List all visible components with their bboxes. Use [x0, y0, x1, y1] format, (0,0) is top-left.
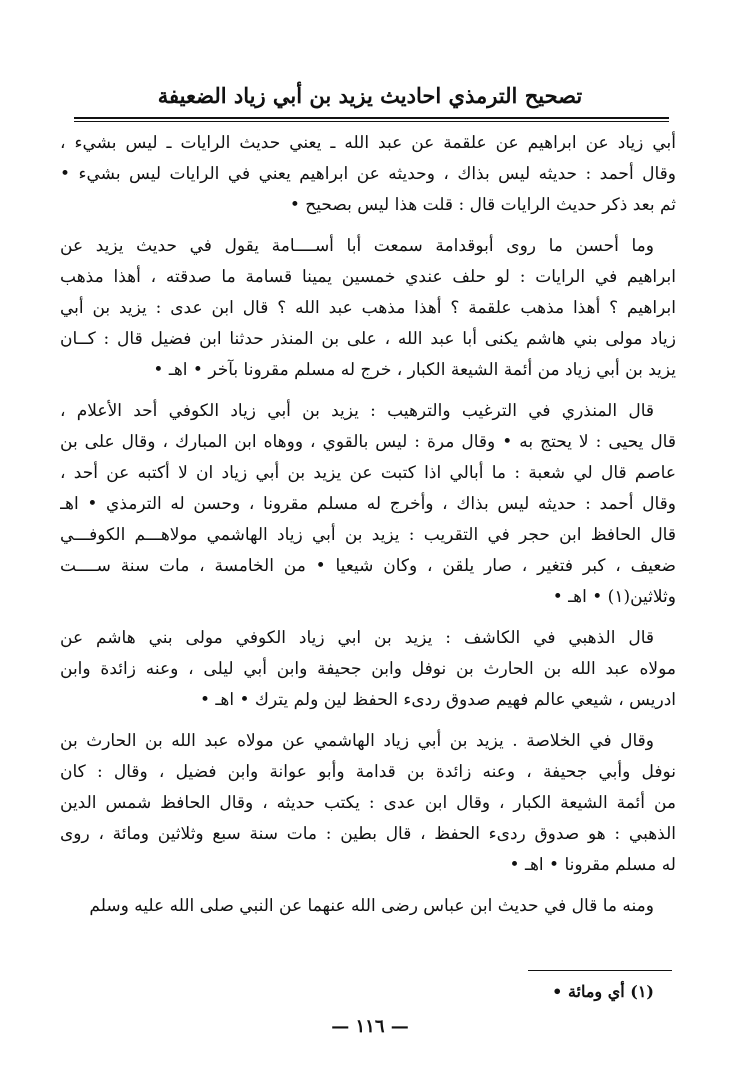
footnote: (١) أي ومائة •	[552, 982, 654, 1001]
text-line: من أئمة الشيعة الكبار ، وقال ابن عدى : يكتب حديثه ، وقال الحافظ شمس الدين	[60, 793, 676, 813]
text-line: وقال أحمد : حديثه ليس بذاك ، وأخرج له مسلم مقرونا ، وحسن له الترمذي • اهـ	[60, 494, 676, 514]
text-line: قال يحيى : لا يحتج به • وقال مرة : ليس بالقوي ، ووهاه ابن المبارك ، وقال على بن	[60, 432, 676, 452]
page-header-title: تصحيح الترمذي احاديث يزيد بن أبي زياد الضعيفة	[157, 83, 583, 108]
paragraph	[60, 128, 676, 221]
text-line: ابراهيم في الرايات : لو حلف عندي خمسين يمينا قسامة ما صدقته ، أهذا مذهب	[60, 267, 676, 287]
text-line: قال الحافظ ابن حجر في التقريب : يزيد بن أبي زياد الهاشمي مولاهـــم الكوفـــي	[60, 525, 676, 545]
text-line: الذهبي : هو صدوق ردىء الحفظ ، قال بطين : مات سنة سبع وثلاثين ومائة ، روى	[60, 824, 676, 844]
text-line: قال المنذري في الترغيب والترهيب : يزيد بن أبي زياد الكوفي أحد الأعلام ،	[60, 401, 654, 421]
text-line: ثم بعد ذكر حديث الرايات قال : قلت هذا ليس بصحيح •	[289, 195, 676, 215]
text-line: له مسلم مقرونا • اهـ •	[509, 855, 676, 875]
text-line: عاصم قال لي شعبة : ما أبالي اذا كتبت عن يزيد بن أبي زياد ان لا أكتبه عن أحد ،	[60, 463, 676, 483]
text-line: أبي زياد عن ابراهيم عن علقمة عن عبد الله ـ يعني حديث الرايات ـ ليس بشيء ،	[60, 133, 676, 153]
text-line: ابراهيم ؟ أهذا مذهب علقمة ؟ أهذا مذهب عبد الله ؟ قال ابن عدى : يزيد بن أبي	[60, 298, 676, 318]
body-text	[60, 128, 676, 922]
text-line: زياد مولى بني هاشم يكنى أبا عبد الله ، على بن المنذر حدثنا ابن فضيل قال : كــان	[60, 329, 676, 349]
text-line: ادريس ، شيعي عالم فهيم صدوق ردىء الحفظ لين ولم يترك • اهـ •	[200, 690, 676, 710]
text-line: وقال أحمد : حديثه ليس بذاك ، وحديثه عن ابراهيم يعني في الرايات ليس بشيء •	[60, 164, 676, 184]
footnote-rule	[528, 970, 672, 971]
text-line: ضعيف ، كبر فتغير ، صار يلقن ، وكان شيعيا • من الخامسة ، مات سنة ســــت	[60, 556, 676, 576]
text-line: وثلاثين(١) • اهـ •	[552, 587, 676, 607]
text-line: مولاه عبد الله بن الحارث بن نوفل وابن جحيفة وابن أبي ليلى ، وعنه زائدة وابن	[60, 659, 676, 679]
paragraph	[60, 623, 676, 716]
paragraph	[60, 891, 676, 922]
text-line: ومنه ما قال في حديث ابن عباس رضى الله عنهما عن النبي صلى الله عليه وسلم	[89, 896, 654, 916]
text-line: يزيد بن أبي زياد من أئمة الشيعة الكبار ، خرج له مسلم مقرونا بآخر • اهـ •	[153, 360, 676, 380]
paragraph	[60, 726, 676, 881]
header-rule	[74, 117, 669, 122]
text-line: نوفل وأبي جحيفة ، وعنه زائدة بن قدامة وأبو عوانة وابن فضيل ، وقال : كان	[60, 762, 676, 782]
text-line: قال الذهبي في الكاشف : يزيد بن ابي زياد الكوفي مولى بني هاشم عن	[60, 628, 654, 648]
paragraph	[60, 231, 676, 386]
text-line: وما أحسن ما روى أبوقدامة سمعت أبا أســــامة يقول في حديث يزيد عن	[60, 236, 654, 256]
paragraph	[60, 396, 676, 613]
text-line: وقال في الخلاصة . يزيد بن أبي زياد الهاشمي عن مولاه عبد الله بن الحارث بن	[60, 731, 654, 751]
page-number: — ١١٦ —	[331, 1016, 409, 1037]
